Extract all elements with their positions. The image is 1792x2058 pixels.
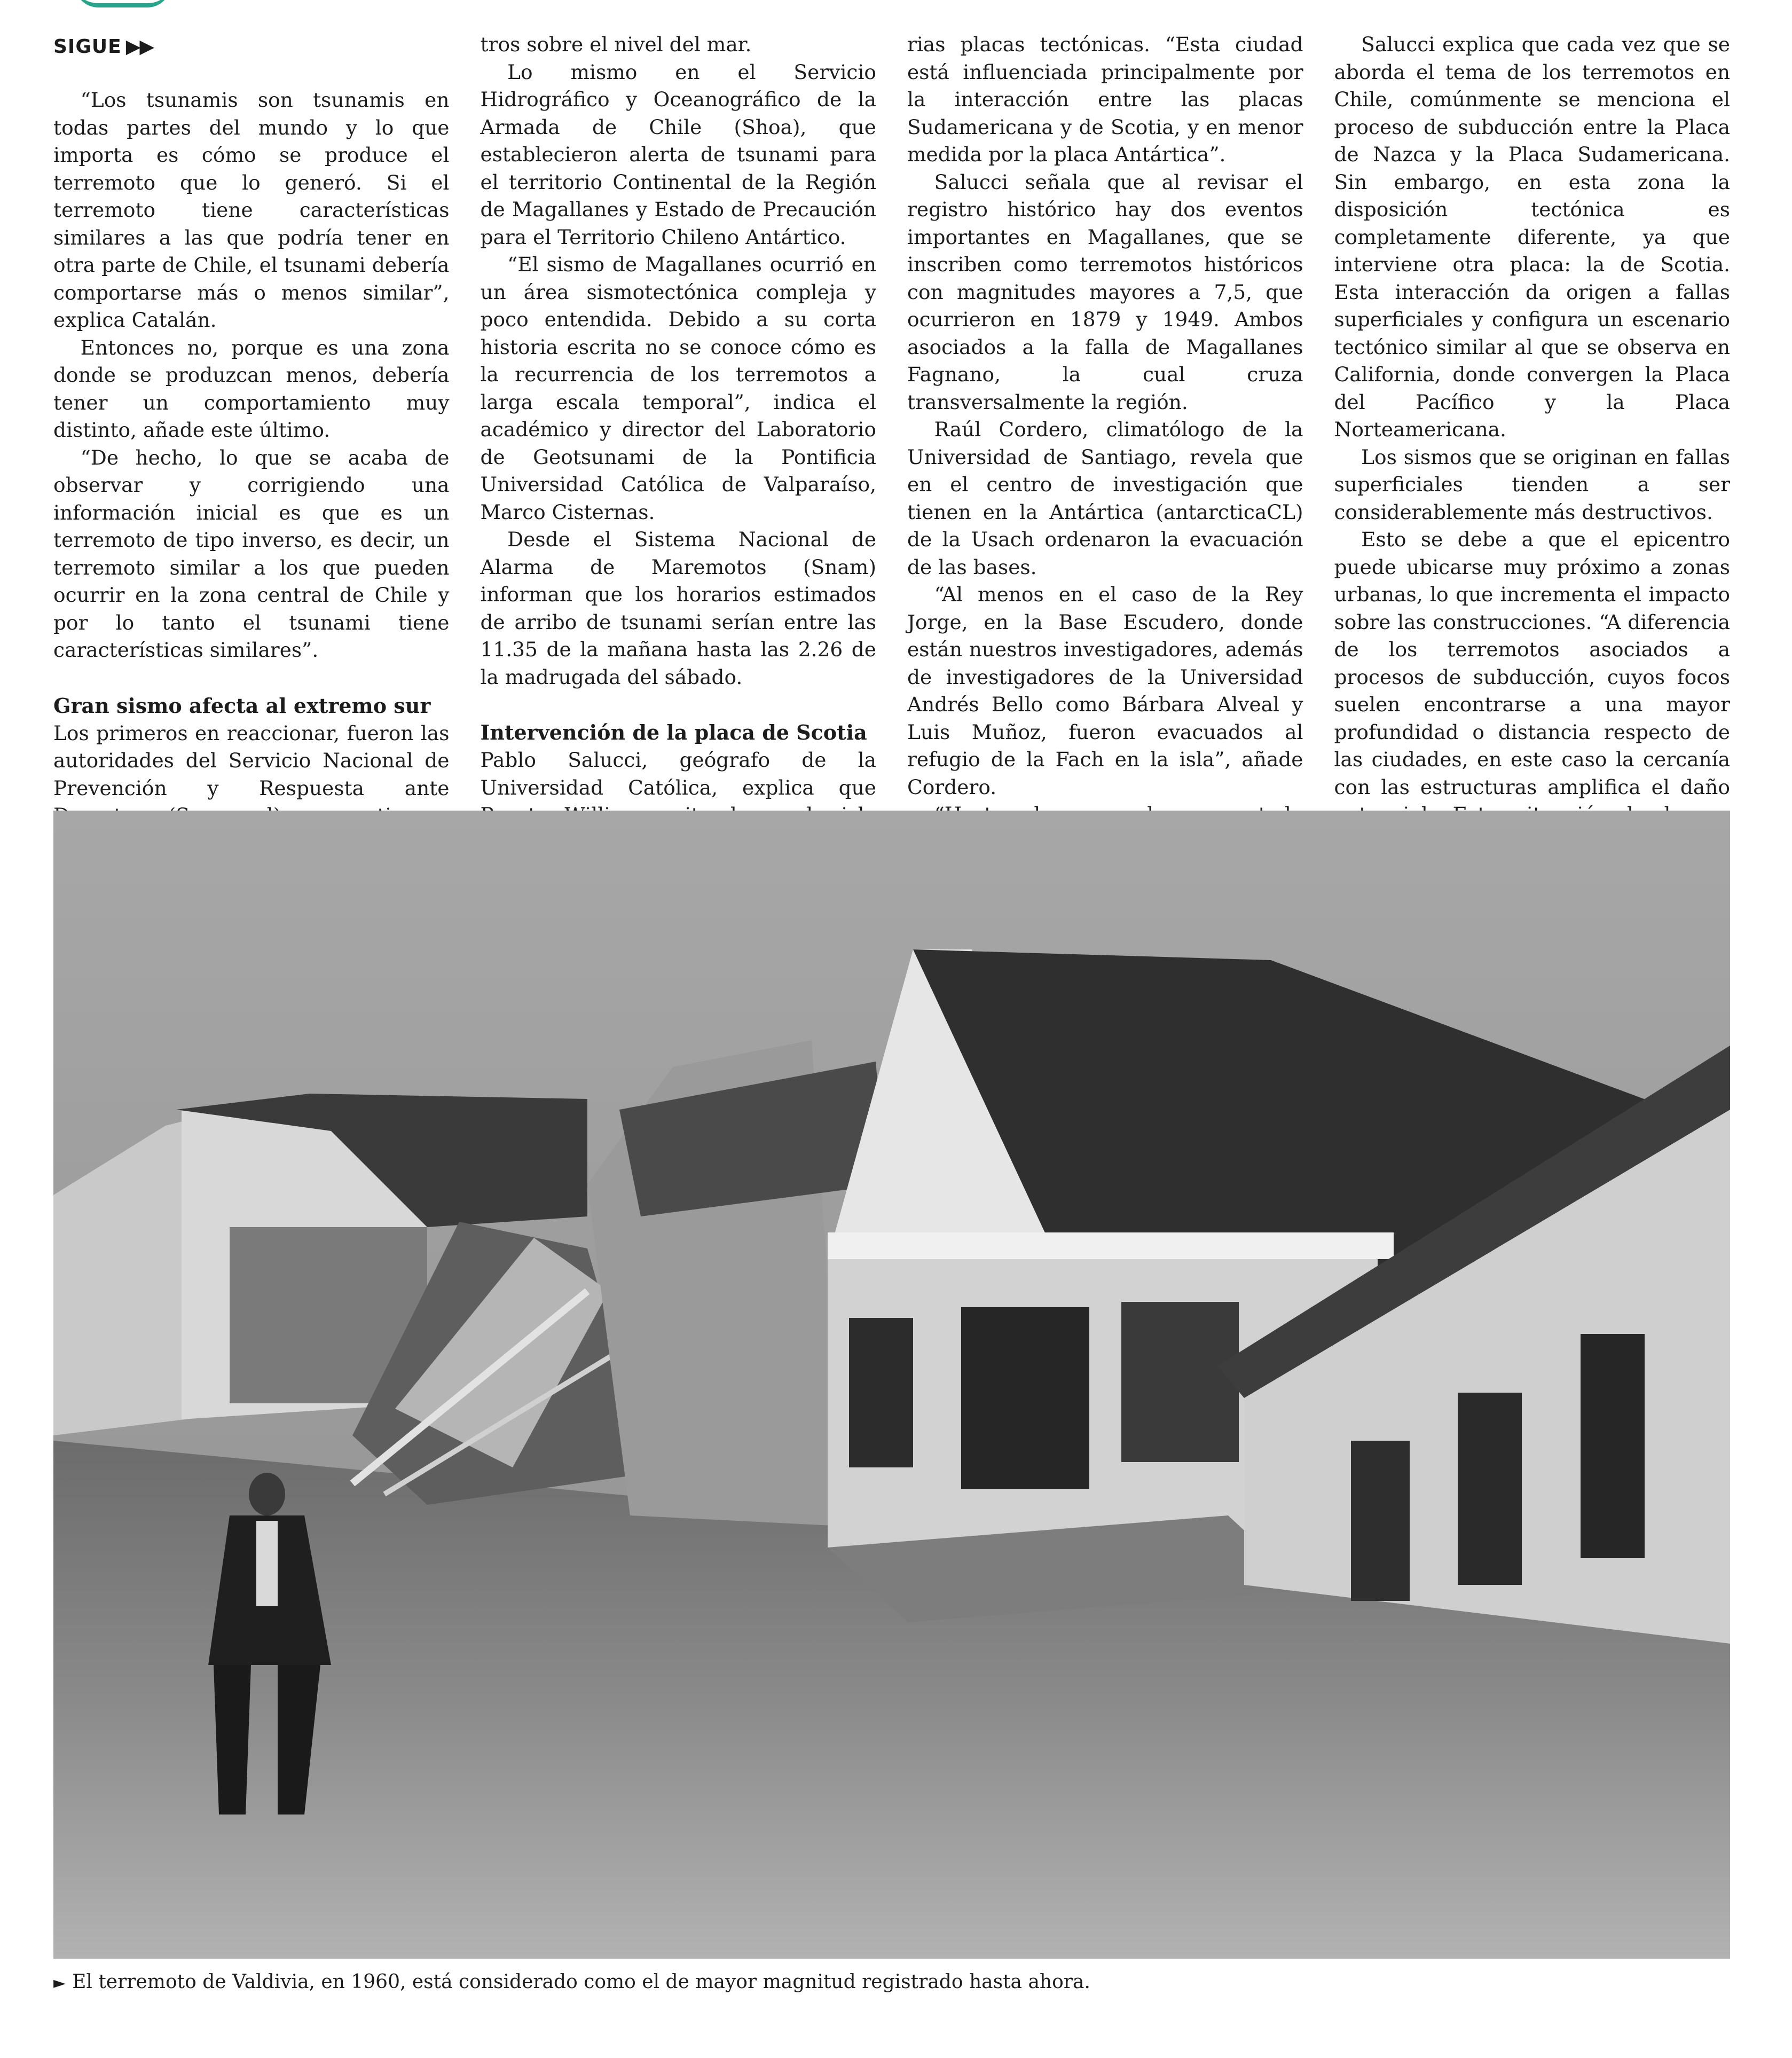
- paragraph: Los sismos que se originan en fallas superficiales tienden a ser considerablemente más destructivos.: [1334, 445, 1730, 524]
- paragraph: Desde el Sistema Nacional de Alarma de Maremotos (Snam) informan que los horarios estimados de arribo de tsunami serían entre las 11.35 de la mañana hasta las 2.26 de la madrugada del sábado.: [480, 528, 876, 689]
- article-body: [53, 31, 1730, 800]
- paragraph: Los primeros en reaccionar, fueron las autoridades del Servicio Nacional de Prevención y Respuesta ante: [53, 721, 450, 800]
- paragraph: Entonces no, porque es una zona donde se produzcan menos, debería tener un comportamiento muy distinto, añade este último.: [53, 335, 450, 442]
- caption-marker-icon: ►: [53, 1974, 66, 1992]
- continue-marker: [53, 31, 450, 63]
- paragraph: “El sismo de Magallanes ocurrió en un área sismotectónica compleja y poco entendida. Debido a su corta historia escrita no se conoce cómo es la recurrencia de los terremotos a larga escala temporal”, indica el académico y director del Laboratorio de Geotsunami de la Pontificia Universidad Católica de Valparaíso, Marco Cisternas.: [480, 253, 876, 524]
- paragraph: Raúl Cordero, climatólogo de la Universidad de Santiago, revela que en el centro de investigación que tienen en la Antártica (antarcticaCL) de la Usach ordenaron la evacuación de las bases.: [907, 418, 1303, 579]
- continue-label: SIGUE: [53, 36, 122, 58]
- caption-text: El terremoto de Valdivia, en 1960, está considerado como el de mayor magnitud registrado hasta ahora.: [72, 1971, 1090, 1993]
- paragraph: rias placas tectónicas. “Esta ciudad está influenciada principalmente por la interacción entre las placas Sudamericana y de Scotia, y en menor medida por la placa Antártica”.: [907, 33, 1303, 166]
- photo-illustration: [53, 811, 1730, 1959]
- paragraph: Salucci señala que al revisar el registro histórico hay dos eventos importantes en Magallanes, que se inscriben como terremotos históricos con magnitudes mayores a 7,5, que ocurrieron en 1879 y 1949. Ambos asociados a la falla de Magallanes Fagnano, la cual cruza transversalmente la región.: [907, 170, 1303, 414]
- continue-arrows-icon: ▶▶: [125, 36, 154, 58]
- paragraph-final-text: Esto se debe a que el epicentro puede ubicarse muy próximo a zonas urbanas, lo que incrementa el impacto sobre las construcciones. “A diferencia de los terremotos asociados a procesos de subducción, cuyos focos suelen encontrarse a una mayor profundidad o distancia respecto de las ciudades, en este caso la cercanía con las estructuras amplifica el daño: [1334, 528, 1730, 799]
- paragraph: “De hecho, lo que se acaba de observar y corrigiendo una información inicial es que es un terremoto de tipo inverso, es decir, un terremoto similar a los que pueden ocurrir en la zona central de Chile y por lo tanto el tsunami tiene características similares”.: [53, 445, 450, 662]
- photo-valdivia-earthquake: [53, 811, 1730, 1959]
- paragraph: “Los tsunamis son tsunamis en todas partes del mundo y lo que importa es cómo se produce el terremoto que lo generó. Si el terremoto tiene características similares a las que podría tener en otra parte de Chile, el tsunami debería comportarse más o menos similar”, explica Catalán.: [53, 88, 450, 332]
- paragraph: Lo mismo en el Servicio Hidrográfico y Oceanográfico de la Armada de Chile (Shoa), que establecieron alerta de tsunami para el territorio Continental de la Región de Magallanes y Estado de Precaución para el Territorio Chileno Antártico.: [480, 60, 876, 249]
- section-accent-arc: [75, 0, 171, 7]
- paragraph: “Al menos en el caso de la Rey Jorge, en la Base Escudero, donde están nuestros investigadores, además de investigadores de la Universidad Andrés Bello como Bárbara Alveal y Luis Muñoz, fueron evacuados al refugio de la Fach en la isla”, añade Cordero.: [907, 583, 1303, 799]
- photo-caption: [53, 1969, 1730, 1996]
- subheading-gran-sismo: Gran sismo afecta al extremo sur: [53, 693, 431, 718]
- paragraph: Salucci explica que cada vez que se aborda el tema de los terremotos en Chile, comúnmente se menciona el proceso de subducción entre la Placa de Nazca y la Placa Sudamericana. Sin embargo, en esta zona la disposición tectónica es completamente diferente, ya que interviene otra placa: la de Scotia. Esta interacción da origen a fallas superficiales y configura un escenario tectónico similar al que se observa en California, donde convergen la Placa del Pacífico y la Placa Norteamericana.: [1334, 33, 1730, 441]
- subheading-placa-scotia: Intervención de la placa de Scotia: [480, 720, 867, 744]
- paragraph: Pablo Salucci, geógrafo de la Universidad Católica, explica que: [480, 748, 876, 799]
- paragraph: tros sobre el nivel del mar.: [480, 33, 752, 56]
